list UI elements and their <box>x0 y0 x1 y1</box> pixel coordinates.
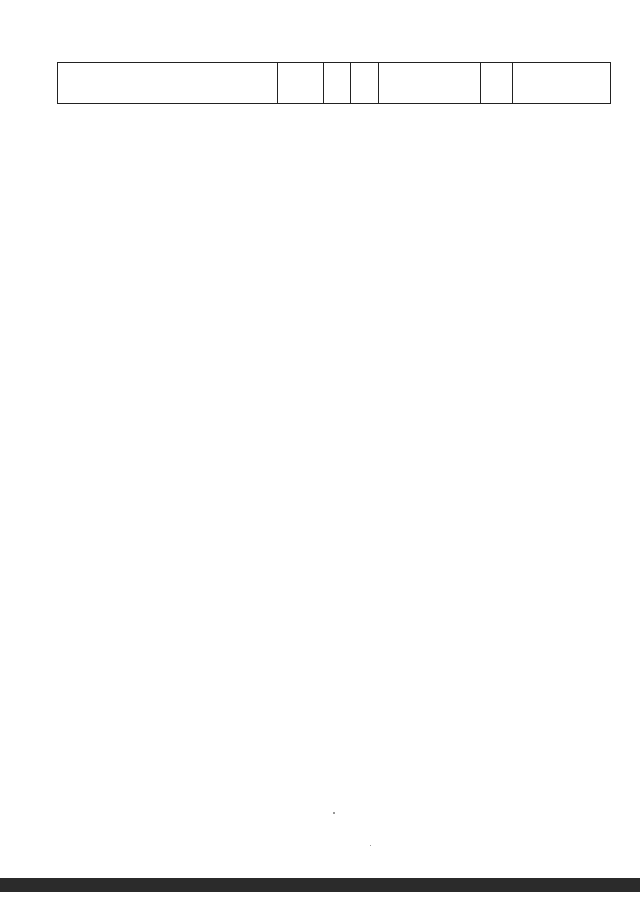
header-vr <box>480 63 513 104</box>
header-pr <box>350 63 379 104</box>
header-kvsr <box>277 63 323 104</box>
header-rz <box>324 63 351 104</box>
header-sum <box>513 63 611 104</box>
header-name <box>58 63 278 104</box>
scan-speck <box>370 845 371 846</box>
table-header <box>57 62 611 104</box>
scan-speck <box>333 812 335 814</box>
header-csr <box>379 63 481 104</box>
scan-edge-bar <box>0 878 640 892</box>
